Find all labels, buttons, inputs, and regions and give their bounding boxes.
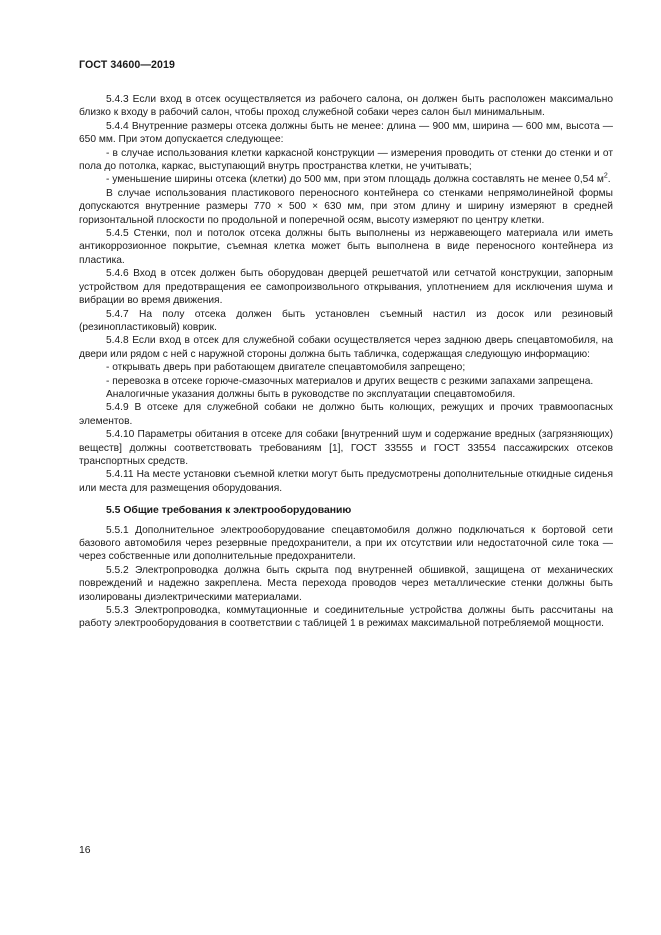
area-period: . [607, 174, 611, 186]
paragraph-5-5-3: 5.5.3 Электропроводка, коммутационные и соединительные устройства должны быть рассчитаны на работу электрооборудования в соответствии с таблицей 1 в режимах максимальной потребляемой мощности. [79, 605, 613, 630]
paragraph-5-4-3: 5.4.3 Если вход в отсек осуществляется из рабочего салона, он должен быть расположен максимально близко к входу в рабочий салон, чтобы проход служебной собаки через салон был минимальным. [79, 94, 613, 119]
list-item-frame-cage: - в случае использования клетки каркасной конструкции — измерения проводить от стенки до стенки и от пола до потолка, каркас, выступающий внутрь пространства клетки, не учитывать; [79, 147, 613, 173]
document-header: ГОСТ 34600—2019 [79, 59, 176, 71]
paragraph-5-5-1: 5.5.1 Дополнительное электрооборудование спецавтомобиля должно подключаться к бортовой сети базового автомобиля через резервные предохранители, а при их отсутствии или недостаточной силе тока — через собственные или дополнительные предохранители. [79, 524, 613, 563]
paragraph-5-5-2: 5.5.2 Электропроводка должна быть скрыта под внутренней обшивкой, защищена от механических повреждений и надежно закреплена. Места перехода проводов через металлические стенки должны быть изолированы диэлектрическими материалами. [79, 564, 613, 603]
paragraph-5-4-10: 5.4.10 Параметры обитания в отсеке для собаки [внутренний шум и содержание вредных (загрязняющих) веществ] должны соответствовать требованиям [1], ГОСТ 33555 и ГОСТ 33554 пассажирских отсеков транспортных средств. [79, 429, 613, 467]
list-item-door-warning: - открывать дверь при работающем двигателе спецавтомобиля запрещено; [106, 362, 466, 374]
section-heading-5-5: 5.5 Общие требования к электрооборудованию [106, 505, 352, 517]
paragraph-5-4-9: 5.4.9 В отсеке для служебной собаки не должно быть колющих, режущих и прочих травмоопасных элементов. [79, 402, 613, 427]
width-reduction-text: - уменьшение ширины отсека (клетки) до 500 мм, при этом площадь должна составлять не менее 0,54 м [106, 174, 604, 186]
area-superscript: 2 [603, 173, 608, 181]
paragraph-5-4-11: 5.4.11 На месте установки съемной клетки могут быть предусмотрены дополнительные откидные сиденья или места для размещения оборудования. [79, 469, 613, 494]
list-item-width-reduction [79, 173, 613, 186]
paragraph-manual-note: Аналогичные указания должны быть в руководстве по эксплуатации спецавтомобиля. [106, 388, 516, 400]
paragraph-5-4-6: 5.4.6 Вход в отсек должен быть оборудован дверцей решетчатой или сетчатой конструкции, запорным устройством для предотвращения ее самопроизвольного открывания, уплотнением для исключения шума и вибрации во время движения. [79, 268, 613, 307]
document-body [79, 93, 613, 631]
paragraph-5-4-7: 5.4.7 На полу отсека должен быть установлен съемный настил из досок или резиновый (резинопластиковый) коврик. [79, 308, 613, 333]
paragraph-5-4-8: 5.4.8 Если вход в отсек для служебной собаки осуществляется через заднюю дверь спецавтомобиля, на двери или рядом с ней с наружной стороны должна быть табличка, содержащая следующую информацию: [79, 335, 613, 360]
paragraph-5-4-4: 5.4.4 Внутренние размеры отсека должны быть не менее: длина — 900 мм, ширина — 600 мм, высота — 650 мм. При этом допускается следующее: [79, 120, 613, 146]
list-item-fuel-warning: - перевозка в отсеке горюче-смазочных материалов и других веществ с резкими запахами запрещена. [106, 375, 594, 387]
page-number: 16 [79, 845, 91, 856]
paragraph-plastic-container: В случае использования пластикового переносного контейнера со стенками непрямолинейной формы допускаются внутренние размеры 770 × 500 × 630 мм, при этом длину и ширину измеряют в средней горизонтальной плоскости по продольной и поперечной осям, высоту измеряют по центру клетки. [79, 187, 613, 226]
paragraph-5-4-5: 5.4.5 Стенки, пол и потолок отсека должны быть выполнены из нержавеющего материала или иметь антикоррозионное покрытие, съемная клетка может быть выполнена в виде переносного контейнера из пластика. [79, 228, 613, 266]
